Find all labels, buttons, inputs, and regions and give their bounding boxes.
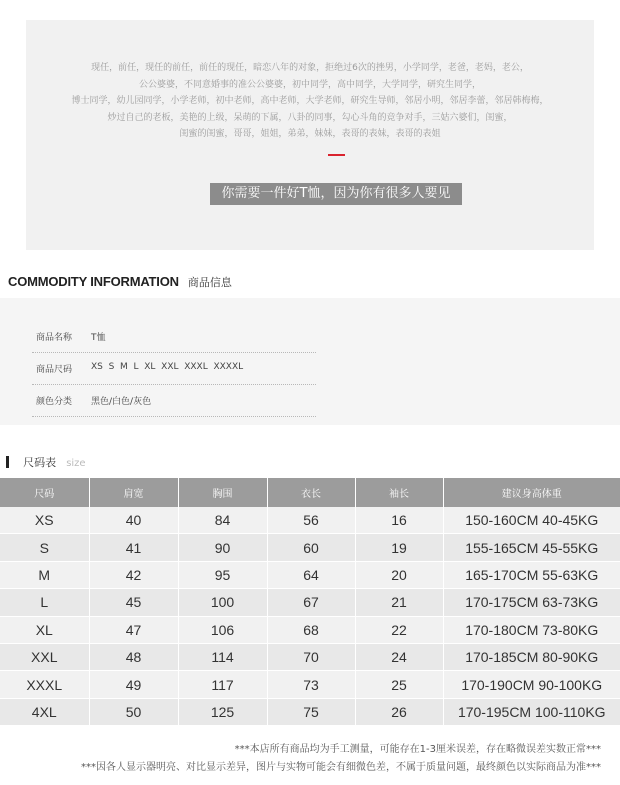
table-cell: 67 xyxy=(267,589,355,616)
slogan: 你需要一件好T恤，因为你有很多人要见 xyxy=(210,183,462,205)
table-cell: 125 xyxy=(178,698,267,725)
table-row xyxy=(0,561,620,588)
banner-line: 闺蜜的闺蜜，哥哥，姐姐，弟弟，妹妹，表哥的表妹，表哥的表姐 xyxy=(179,129,441,140)
table-row xyxy=(0,643,620,670)
table-cell: 170-180CM 73-80KG xyxy=(443,616,620,643)
col-header: 袖长 xyxy=(355,478,443,507)
info-row-sizes xyxy=(32,352,316,385)
table-cell: L xyxy=(0,589,89,616)
banner xyxy=(26,20,594,250)
table-cell: 60 xyxy=(267,534,355,561)
info-value: T恤 xyxy=(91,333,106,343)
table-cell: 41 xyxy=(89,534,178,561)
table-cell: 25 xyxy=(355,671,443,698)
table-cell: XL xyxy=(0,616,89,643)
col-header: 胸围 xyxy=(178,478,267,507)
table-row xyxy=(0,698,620,725)
table-cell: 21 xyxy=(355,589,443,616)
size-chart-heading-cn: 尺码表 xyxy=(23,456,57,469)
size-chart-heading xyxy=(6,451,86,470)
table-row xyxy=(0,589,620,616)
table-cell: XS xyxy=(0,507,89,534)
heading-bar xyxy=(6,456,9,468)
table-cell: 26 xyxy=(355,698,443,725)
table-cell: XXXL xyxy=(0,671,89,698)
banner-text xyxy=(26,60,594,143)
measurement-note: ***本店所有商品均为手工测量，可能存在1-3厘米误差，存在略微误差实数正常*** xyxy=(234,744,601,755)
table-cell: 22 xyxy=(355,616,443,643)
table-cell: 19 xyxy=(355,534,443,561)
table-cell: XXL xyxy=(0,643,89,670)
table-row xyxy=(0,616,620,643)
size-table-header xyxy=(0,478,620,507)
table-cell: 45 xyxy=(89,589,178,616)
table-cell: 73 xyxy=(267,671,355,698)
banner-line: 炒过自己的老板，美艳的上级，呆萌的下属，八卦的同事，勾心斗角的竞争对手，三姑六婆们，闺蜜， xyxy=(107,112,513,123)
info-key: 商品名称 xyxy=(36,333,73,343)
table-cell: 170-195CM 100-110KG xyxy=(443,698,620,725)
table-cell: 117 xyxy=(178,671,267,698)
info-key: 商品尺码 xyxy=(36,365,73,375)
table-row xyxy=(0,534,620,561)
table-row xyxy=(0,671,620,698)
table-cell: 150-160CM 40-45KG xyxy=(443,507,620,534)
banner-line: 现任，前任，现任的前任，前任的现任，暗恋八年的对象，拒绝过6次的挫男，小学同学，老爸，老妈，老公， xyxy=(91,63,529,73)
size-table xyxy=(0,478,620,726)
table-cell: 40 xyxy=(89,507,178,534)
table-cell: 49 xyxy=(89,671,178,698)
info-key: 颜色分类 xyxy=(36,397,73,407)
info-row-colors xyxy=(32,384,316,417)
table-cell: 20 xyxy=(355,561,443,588)
table-cell: 47 xyxy=(89,616,178,643)
col-header: 衣长 xyxy=(267,478,355,507)
commodity-info-panel xyxy=(0,298,620,425)
commodity-heading xyxy=(8,271,232,290)
info-value: XS S M L XL XXL XXXL XXXXL xyxy=(91,362,244,372)
table-cell: 90 xyxy=(178,534,267,561)
table-cell: 24 xyxy=(355,643,443,670)
table-cell: 70 xyxy=(267,643,355,670)
table-cell: 48 xyxy=(89,643,178,670)
table-row xyxy=(0,507,620,534)
table-cell: 106 xyxy=(178,616,267,643)
commodity-heading-en: COMMODITY INFORMATION xyxy=(8,274,179,289)
table-cell: 68 xyxy=(267,616,355,643)
table-cell: 84 xyxy=(178,507,267,534)
table-cell: 42 xyxy=(89,561,178,588)
info-value: 黑色/白色/灰色 xyxy=(91,397,152,407)
table-cell: 50 xyxy=(89,698,178,725)
col-header: 尺码 xyxy=(0,478,89,507)
table-cell: 4XL xyxy=(0,698,89,725)
table-cell: S xyxy=(0,534,89,561)
col-header: 肩宽 xyxy=(89,478,178,507)
size-chart-heading-en: size xyxy=(66,458,86,469)
table-cell: 165-170CM 55-63KG xyxy=(443,561,620,588)
table-cell: 170-175CM 63-73KG xyxy=(443,589,620,616)
table-cell: 75 xyxy=(267,698,355,725)
table-cell: 114 xyxy=(178,643,267,670)
commodity-heading-cn: 商品信息 xyxy=(187,276,232,289)
table-cell: 100 xyxy=(178,589,267,616)
table-cell: 95 xyxy=(178,561,267,588)
banner-line: 公公婆婆，不同意婚事的准公公婆婆，初中同学，高中同学，大学同学，研究生同学， xyxy=(138,79,481,90)
table-cell: 56 xyxy=(267,507,355,534)
table-cell: 64 xyxy=(267,561,355,588)
info-row-name xyxy=(32,320,316,353)
color-note: ***因各人显示器明亮、对比显示差异，图片与实物可能会有细微色差，不属于质量问题，最终颜色以实际商品为准*** xyxy=(81,762,601,773)
table-cell: 16 xyxy=(355,507,443,534)
banner-line: 博士同学，幼儿园同学，小学老师，初中老师，高中老师，大学老师，研究生导师，邻居小明，邻居李蕾，邻居韩梅梅， xyxy=(71,96,549,107)
red-divider xyxy=(328,154,345,156)
table-cell: M xyxy=(0,561,89,588)
table-cell: 170-190CM 90-100KG xyxy=(443,671,620,698)
table-cell: 170-185CM 80-90KG xyxy=(443,643,620,670)
table-cell: 155-165CM 45-55KG xyxy=(443,534,620,561)
col-header: 建议身高体重 xyxy=(443,478,620,507)
